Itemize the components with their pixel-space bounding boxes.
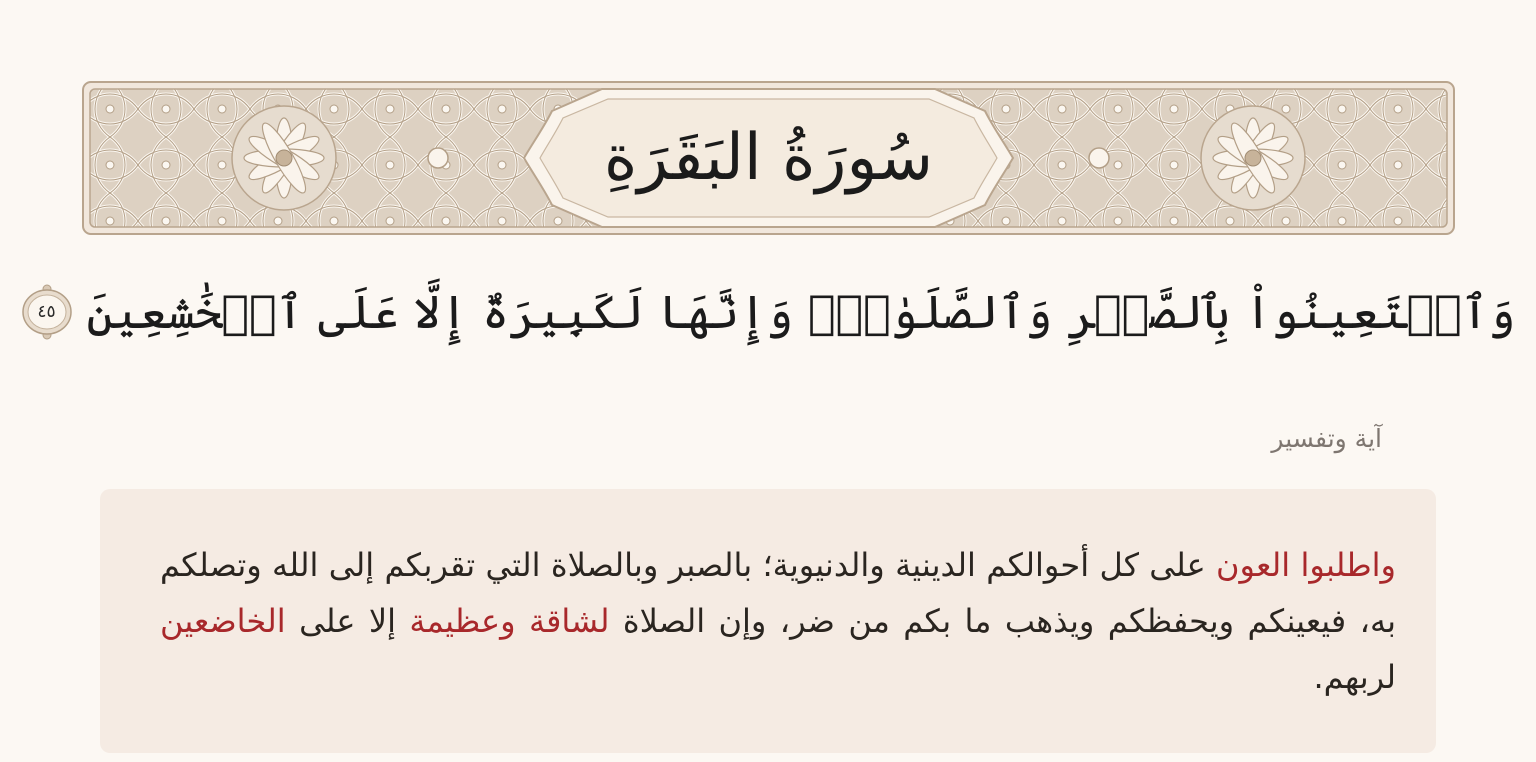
tafsir-segment: على كل أحوالكم الدينية والدنيوية؛ بالصبر وبالصلاة التي تقربكم إلى الله وتصلكم به، فيعينكم ويحفظكم ويذهب ما بكم من ضر، وإن الصلاة (160, 546, 1397, 640)
surah-title: سُورَةُ البَقَرَةِ (603, 121, 934, 195)
tafsir-segment: إلا على (285, 602, 410, 640)
tafsir-highlight: الخاضعين (160, 602, 286, 640)
tafsir-segment: لربهم. (1313, 658, 1396, 696)
tafsir-highlight: لشاقة وعظيمة (409, 602, 610, 640)
ayah-text: وَٱسۡتَعِينُواْ بِٱلصَّبۡرِ وَٱلصَّلَوٰةِۚ وَإِنَّهَا لَكَبِيرَةٌ إِلَّا عَلَى ٱلۡخَٰشِعِينَ (86, 285, 1516, 339)
ayah-line (37, 262, 1516, 362)
tafsir-text (160, 537, 1396, 705)
tafsir-highlight: واطلبوا العون (1216, 546, 1397, 584)
section-label: آية وتفسير (1271, 424, 1382, 453)
ayah-number: ٤٥ (37, 302, 56, 322)
ayah-number-marker (21, 281, 73, 343)
